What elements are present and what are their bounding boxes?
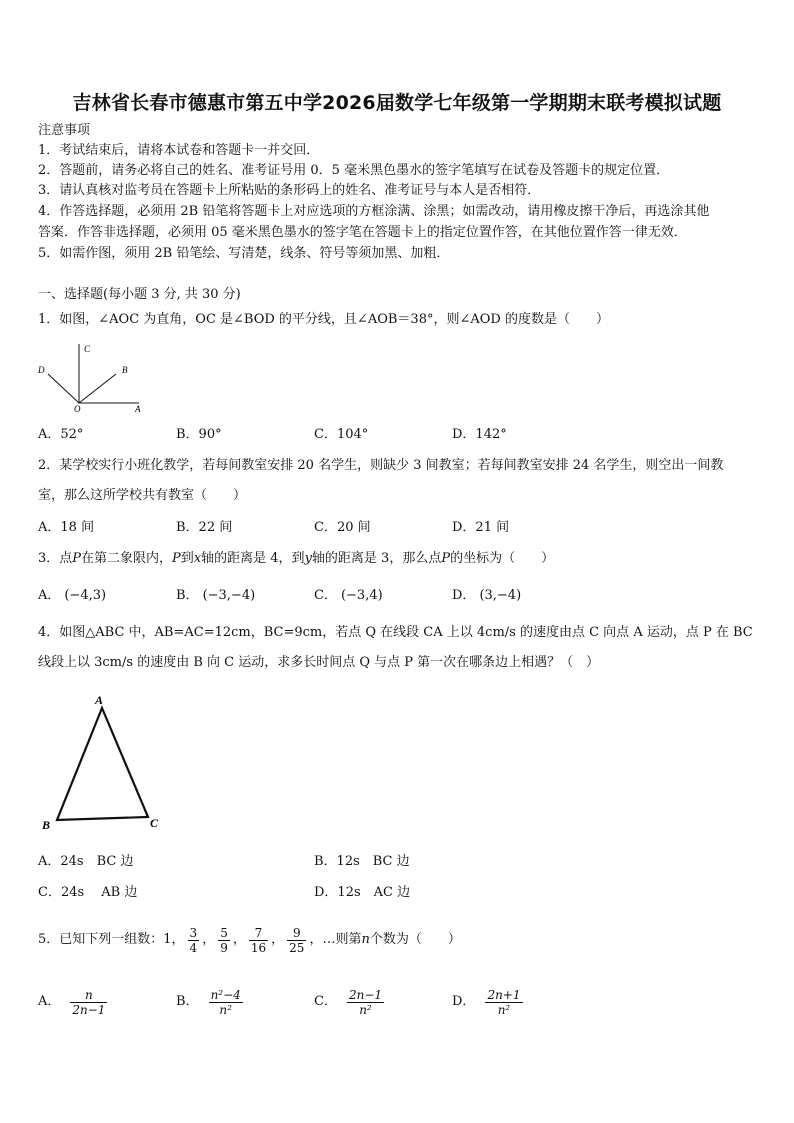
notice-item-5: 5．如需作图，须用 2B 铅笔绘、写清楚，线条、符号等须加黑、加粗． [38, 246, 450, 261]
q5-fraction: $\frac{7}{16}$ [250, 925, 267, 955]
q4-option-b: B．12s BC 边 [314, 854, 410, 869]
q3-option-d: D． (3,−4) [452, 588, 522, 603]
var-n: n [361, 932, 370, 947]
var-p: P [172, 551, 181, 566]
q2-stem-line2: 室，那么这所学校共有教室（ ） [38, 488, 247, 503]
q3-stem: 3．点P在第二象限内，P到x轴的距离是 4，到y轴的距离是 3，那么点P的坐标为（ ） [38, 551, 555, 566]
var-p: P [72, 551, 82, 566]
option-fraction: $\frac{n}{2n-1}$ [72, 987, 106, 1017]
label-o: O [74, 404, 81, 414]
q4-stem-line1: 4．如图△ABC 中，AB=AC=12cm，BC=9cm，若点 Q 在线段 CA 上以 4cm/s 的速度由点 C 向点 A 运动，点 P 在 BC [38, 625, 753, 640]
q4-option-a: A．24s BC 边 [38, 854, 134, 869]
q2-stem-line1: 2．某学校实行小班化教学，若每间教室安排 20 名学生，则缺少 3 间教室；若每间教室安排 24 名学生，则空出一间教 [38, 458, 724, 473]
q1-stem: 1．如图，∠AOC 为直角，OC 是∠BOD 的平分线，且∠AOB＝38°，则∠AOD 的度数是（ ） [38, 312, 609, 327]
var-p: P [441, 551, 451, 566]
q2-option-c: C．20 间 [314, 520, 371, 535]
page-title: 吉林省长春市德惠市第五中学2026届数学七年级第一学期期末联考模拟试题 [72, 92, 722, 114]
triangle-abc [57, 708, 148, 820]
q1-option-b: B．90° [176, 427, 222, 442]
option-fraction: $\frac{2n-1}{\text{n²}}$ [348, 987, 383, 1017]
ray-od [48, 374, 79, 403]
section-heading: 一、选择题(每小题 3 分, 共 30 分) [38, 287, 241, 302]
option-fraction: $\frac{2n+1}{\text{n²}}$ [487, 987, 521, 1017]
notice-item-3: 3．请认真核对监考员在答题卡上所粘贴的条形码上的姓名、准考证号与本人是否相符． [38, 183, 541, 198]
q5-option-c: C． $\frac{2n-1}{\text{n²}}$ [314, 987, 383, 1017]
q5-option-d: D． $\frac{2n+1}{\text{n²}}$ [452, 987, 521, 1017]
q1-angle-figure [34, 340, 154, 415]
label-a: A [135, 404, 141, 414]
var-y: y [304, 551, 312, 566]
notice-item-2: 2．答题前，请务必将自己的姓名、准考证号用 0．5 毫米黑色墨水的签字笔填写在试卷及答题卡的规定位置． [38, 163, 670, 178]
notice-item-1: 1．考试结束后，请将本试卷和答题卡一并交回． [38, 143, 320, 158]
q3-option-c: C． (−3,4) [314, 588, 383, 603]
q1-option-c: C．104° [314, 427, 369, 442]
q5-option-b: B． $\frac{\text{n²−4}}{\text{n²}}$ [176, 987, 241, 1017]
label-c: C [84, 344, 91, 354]
label-d: D [38, 365, 45, 375]
q4-option-d: D．12s AC 边 [314, 885, 411, 900]
label-b: B [42, 818, 51, 832]
notice-heading: 注意事项 [38, 123, 91, 138]
label-a: A [95, 693, 104, 707]
option-fraction: $\frac{\text{n²−4}}{\text{n²}}$ [210, 987, 241, 1017]
notice-item-4: 4．作答选择题，必须用 2B 铅笔将答题卡上对应选项的方框涂满、涂黑；如需改动，请用橡皮擦干净后，再选涂其他 [38, 204, 710, 219]
label-b: B [122, 365, 128, 375]
q4-option-c: C．24s AB 边 [38, 885, 138, 900]
ray-ob [79, 374, 116, 403]
q2-option-d: D．21 间 [452, 520, 510, 535]
q4-triangle-figure [36, 690, 166, 835]
label-c: C [150, 816, 159, 830]
q5-stem: 5．已知下列一组数：1， $\frac{3}{4}$ ， $\frac{5}{9}$ ， $\frac{7}{16}$ ， $\frac{9}{25}$ ，…则第 n 个数为（ ） [38, 925, 461, 955]
notice-item-4-cont: 答案．作答非选择题，必须用 05 毫米黑色墨水的签字笔在答题卡上的指定位置作答，在其他位置作答一律无效． [38, 225, 687, 240]
q5-option-a: A． $\frac{n}{2n-1}$ [38, 987, 106, 1017]
q3-option-a: A． (−4,3) [38, 588, 107, 603]
q1-option-d: D．142° [452, 427, 507, 442]
var-x: x [193, 551, 202, 566]
q5-fraction: $\frac{9}{25}$ [289, 925, 305, 955]
q3-option-b: B． (−3,−4) [176, 588, 256, 603]
q2-option-b: B．22 间 [176, 520, 233, 535]
q5-fraction: $\frac{5}{9}$ [220, 925, 228, 955]
q2-option-a: A．18 间 [38, 520, 95, 535]
q5-fraction: $\frac{3}{4}$ [189, 925, 198, 955]
q4-stem-line2: 线段上以 3cm/s 的速度由 B 向 C 运动，求多长时间点 Q 与点 P 第一次在哪条边上相遇？（ ） [38, 655, 600, 670]
q1-option-a: A．52° [38, 427, 84, 442]
